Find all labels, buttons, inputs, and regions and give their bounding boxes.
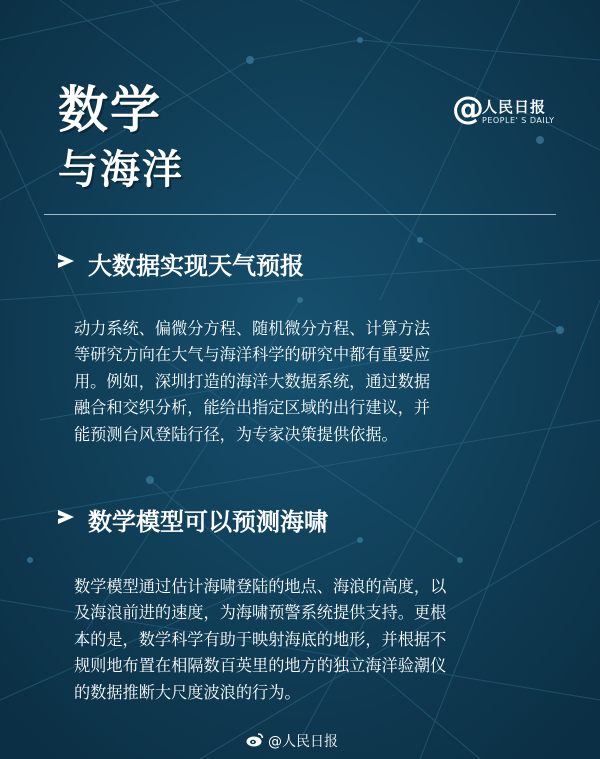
section-body-tsunami: [74, 574, 544, 706]
body-line: 动力系统、偏微分方程、随机微分方程、计算方法: [74, 319, 431, 338]
weibo-icon: [246, 732, 264, 747]
arrow-icon: [58, 254, 74, 268]
page-subtitle: 与海洋: [58, 147, 184, 193]
body-line: 的数据推断大尺度波浪的行为。: [74, 682, 301, 702]
body-line: 用。例如，深圳打造的海洋大数据系统，通过数据: [74, 371, 431, 391]
section-heading-text: 大数据实现天气预报: [88, 252, 304, 280]
section-body-weather: [74, 316, 544, 448]
body-line: 本的是，数学科学有助于映射海底的地形，并根据不: [74, 629, 447, 649]
body-line: 能预测台风登陆行径，为专家决策提供依据。: [74, 424, 398, 444]
peoples-daily-logo: [452, 89, 562, 127]
body-line: 融合和交织分析，能给出指定区域的出行建议，并: [74, 398, 431, 418]
brand-english-name: PEOPLE' S DAILY: [482, 116, 555, 125]
body-line: 规则地布置在相隔数百英里的地方的独立海洋验潮仪: [74, 656, 447, 676]
footer-text: @人民日报: [268, 734, 338, 750]
brand-name: 人民日报: [482, 98, 547, 116]
body-line: 等研究方向在大气与海洋科学的研究中都有重要应: [74, 345, 431, 365]
at-icon: @: [452, 89, 484, 127]
body-line: 及海浪前进的速度，为海啸预警系统提供支持。更根: [74, 603, 447, 623]
arrow-icon: [58, 510, 74, 524]
section-heading-text: 数学模型可以预测海啸: [88, 508, 328, 536]
page-title: 数学: [58, 81, 162, 139]
body-line: 数学模型通过估计海啸登陆的地点、海浪的高度，以: [74, 577, 447, 596]
title-divider: [44, 214, 556, 215]
